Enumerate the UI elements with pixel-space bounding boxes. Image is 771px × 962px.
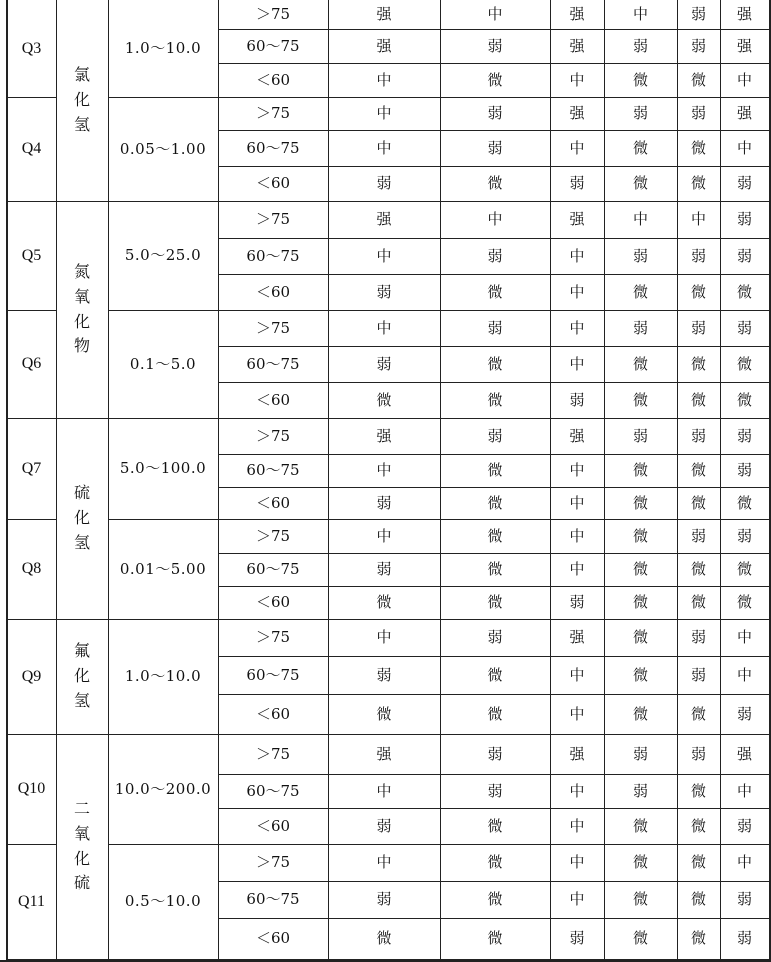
humidity-cell: ＜60: [255, 593, 291, 611]
group-line: [56, 959, 109, 960]
humidity-cell: ＞75: [255, 5, 291, 23]
humidity-cell: 60～75: [246, 560, 300, 578]
corrosion-level-cell: 微: [736, 354, 752, 373]
corrosion-level-cell: 中: [376, 853, 392, 871]
corrosion-level-cell: 微: [376, 929, 392, 947]
corrosion-level-cell: 弱: [690, 628, 706, 646]
corrosion-level-cell: 微: [632, 138, 648, 157]
corrosion-level-cell: 弱: [632, 781, 648, 800]
corrosion-level-cell: 中: [736, 70, 752, 89]
concentration-range-cell: 5.0～25.0: [124, 246, 202, 264]
humidity-cell: ＞75: [255, 744, 291, 763]
corrosion-level-cell: 微: [487, 704, 503, 723]
corrosion-level-cell: 微: [487, 665, 503, 684]
corrosion-level-cell: 弱: [569, 174, 585, 192]
corrosion-level-cell: 强: [569, 628, 585, 646]
corrosion-level-cell: 微: [690, 70, 706, 89]
humidity-cell: ＜60: [255, 282, 291, 301]
corrosion-level-cell: 弱: [569, 929, 585, 947]
humidity-cell: ＜60: [255, 704, 291, 723]
corrosion-level-cell: 微: [690, 138, 706, 157]
gas-name-cell: 氟 化 氢: [73, 641, 90, 710]
corrosion-level-cell: 微: [487, 70, 503, 89]
corrosion-level-cell: 强: [376, 426, 392, 445]
corrosion-level-cell: 强: [736, 36, 752, 55]
corrosion-level-cell: 强: [376, 36, 392, 55]
corrosion-level-cell: 微: [690, 282, 706, 301]
corrosion-level-cell: 中: [569, 816, 585, 835]
corrosion-level-cell: 弱: [632, 36, 648, 55]
column-line: [56, 0, 57, 960]
corrosion-level-cell: 微: [690, 890, 706, 908]
corrosion-level-cell: 微: [376, 704, 392, 723]
corrosion-level-cell: 微: [487, 461, 503, 479]
corrosion-level-cell: 中: [569, 526, 585, 545]
corrosion-level-cell: 弱: [736, 816, 752, 835]
corrosion-level-cell: 微: [690, 853, 706, 871]
corrosion-level-cell: 弱: [487, 138, 503, 157]
corrosion-level-cell: 强: [569, 426, 585, 445]
corrosion-level-cell: 弱: [632, 318, 648, 337]
corrosion-level-cell: 弱: [569, 390, 585, 409]
concentration-range-cell: 10.0～200.0: [114, 779, 212, 798]
corrosion-level-cell: 微: [376, 390, 392, 409]
corrosion-level-cell: 弱: [632, 426, 648, 445]
corrosion-level-cell: 微: [487, 890, 503, 908]
corrosion-level-cell: 微: [690, 390, 706, 409]
corrosion-level-cell: 中: [736, 853, 752, 871]
corrosion-level-cell: 微: [632, 929, 648, 947]
corrosion-level-cell: 弱: [690, 744, 706, 763]
humidity-cell: ＜60: [255, 929, 291, 947]
corrosion-level-cell: 弱: [736, 174, 752, 192]
corrosion-level-cell: 微: [736, 390, 752, 409]
corrosion-level-cell: 中: [376, 70, 392, 89]
humidity-cell: 60～75: [246, 781, 300, 800]
corrosion-level-cell: 弱: [632, 744, 648, 763]
code-cell: Q7: [21, 459, 42, 477]
corrosion-level-cell: 微: [690, 781, 706, 800]
corrosion-level-cell: 弱: [487, 246, 503, 265]
humidity-cell: 60～75: [246, 890, 300, 908]
concentration-range-cell: 1.0～10.0: [124, 39, 202, 57]
corrosion-level-cell: 微: [632, 704, 648, 723]
concentration-range-cell: 5.0～100.0: [119, 459, 207, 477]
corrosion-level-cell: 中: [736, 665, 752, 684]
corrosion-level-cell: 中: [569, 853, 585, 871]
corrosion-level-cell: 中: [569, 560, 585, 578]
column-line: [440, 0, 441, 960]
concentration-range-cell: 0.05～1.00: [119, 139, 207, 158]
corrosion-level-cell: 微: [632, 593, 648, 611]
concentration-range-cell: 0.01～5.00: [119, 559, 207, 578]
humidity-cell: ＞75: [255, 526, 291, 545]
corrosion-level-cell: 微: [487, 929, 503, 947]
column-line: [720, 0, 721, 960]
humidity-cell: 60～75: [246, 138, 300, 157]
corrosion-level-cell: 弱: [690, 104, 706, 122]
corrosion-level-cell: 微: [690, 560, 706, 578]
corrosion-level-cell: 微: [632, 816, 648, 835]
corrosion-level-cell: 弱: [376, 816, 392, 835]
humidity-cell: ＜60: [255, 816, 291, 835]
corrosion-level-cell: 弱: [376, 354, 392, 373]
corrosion-level-cell: 微: [632, 174, 648, 192]
column-line: [604, 0, 605, 960]
corrosion-level-cell: 弱: [487, 426, 503, 445]
corrosion-level-cell: 微: [632, 70, 648, 89]
corrosion-level-cell: 弱: [487, 628, 503, 646]
gas-name-cell: 硫 化 氢: [73, 483, 90, 552]
corrosion-level-cell: 微: [487, 493, 503, 512]
corrosion-level-cell: 中: [376, 781, 392, 800]
humidity-cell: ＞75: [255, 853, 291, 871]
humidity-cell: 60～75: [246, 36, 300, 55]
humidity-cell: ＞75: [255, 426, 291, 445]
corrosion-level-cell: 微: [487, 174, 503, 192]
humidity-cell: ＜60: [255, 390, 291, 409]
humidity-cell: ＞75: [255, 210, 291, 228]
corrosion-level-cell: 强: [376, 5, 392, 23]
corrosion-level-cell: 微: [690, 929, 706, 947]
corrosion-level-cell: 微: [632, 560, 648, 578]
corrosion-level-cell: 微: [376, 593, 392, 611]
corrosion-level-cell: 弱: [690, 426, 706, 445]
corrosion-level-cell: 弱: [376, 174, 392, 192]
corrosion-level-cell: 中: [569, 781, 585, 800]
corrosion-level-cell: 弱: [736, 704, 752, 723]
column-line: [328, 0, 329, 960]
corrosion-level-cell: 中: [736, 628, 752, 646]
corrosion-level-cell: 中: [487, 210, 503, 228]
code-cell: Q3: [21, 39, 42, 57]
subgroup-line: [6, 959, 57, 960]
corrosion-level-cell: 弱: [487, 104, 503, 122]
corrosion-level-cell: 弱: [487, 744, 503, 763]
humidity-cell: 60～75: [246, 461, 300, 479]
column-line: [677, 0, 678, 960]
corrosion-level-cell: 微: [632, 890, 648, 908]
corrosion-level-cell: 微: [736, 282, 752, 301]
corrosion-level-cell: 弱: [736, 461, 752, 479]
corrosion-level-cell: 微: [632, 665, 648, 684]
row-line: [218, 959, 770, 960]
corrosion-level-cell: 弱: [487, 36, 503, 55]
corrosion-level-cell: 微: [736, 493, 752, 512]
corrosion-level-cell: 弱: [376, 890, 392, 908]
column-line: [218, 0, 219, 960]
corrosion-level-cell: 中: [376, 526, 392, 545]
humidity-cell: ＜60: [255, 493, 291, 512]
gas-name-cell: 二 氧 化 硫: [73, 798, 90, 893]
corrosion-level-cell: 中: [690, 210, 706, 228]
column-line: [550, 0, 551, 960]
corrosion-level-cell: 中: [632, 5, 648, 23]
corrosion-level-cell: 弱: [736, 318, 752, 337]
humidity-cell: ＞75: [255, 628, 291, 646]
corrosion-level-cell: 微: [690, 493, 706, 512]
corrosion-level-cell: 微: [632, 354, 648, 373]
corrosion-level-cell: 弱: [690, 318, 706, 337]
corrosion-level-cell: 强: [376, 210, 392, 228]
corrosion-level-cell: 中: [487, 5, 503, 23]
corrosion-level-cell: 弱: [487, 781, 503, 800]
code-cell: Q10: [17, 780, 46, 797]
humidity-cell: 60～75: [246, 665, 300, 684]
corrosion-level-cell: 弱: [736, 526, 752, 545]
code-cell: Q4: [21, 140, 42, 157]
humidity-cell: ＞75: [255, 104, 291, 122]
corrosion-level-cell: 中: [569, 704, 585, 723]
corrosion-level-cell: 中: [376, 318, 392, 337]
corrosion-level-cell: 弱: [690, 526, 706, 545]
corrosion-level-cell: 弱: [690, 665, 706, 684]
corrosion-level-cell: 微: [487, 853, 503, 871]
corrosion-level-cell: 微: [736, 593, 752, 611]
corrosion-level-cell: 中: [376, 628, 392, 646]
corrosion-level-cell: 弱: [736, 246, 752, 265]
corrosion-level-cell: 中: [569, 461, 585, 479]
subgroup-line: [108, 959, 219, 960]
corrosion-level-cell: 中: [569, 318, 585, 337]
corrosion-level-cell: 弱: [736, 929, 752, 947]
humidity-cell: 60～75: [246, 246, 300, 265]
corrosion-level-cell: 微: [632, 853, 648, 871]
corrosion-level-cell: 微: [487, 354, 503, 373]
corrosion-level-cell: 中: [632, 210, 648, 228]
code-cell: Q8: [21, 560, 42, 577]
gas-name-cell: 氯 化 氢: [73, 65, 90, 134]
corrosion-level-cell: 微: [690, 704, 706, 723]
corrosion-level-cell: 弱: [736, 890, 752, 908]
corrosion-level-cell: 强: [569, 36, 585, 55]
concentration-range-cell: 0.1～5.0: [129, 354, 197, 373]
corrosion-level-cell: 微: [690, 174, 706, 192]
corrosion-level-cell: 微: [632, 628, 648, 646]
corrosion-level-cell: 微: [487, 390, 503, 409]
code-cell: Q11: [18, 892, 45, 910]
corrosion-level-cell: 微: [632, 390, 648, 409]
corrosion-level-cell: 弱: [632, 104, 648, 122]
corrosion-level-cell: 微: [690, 354, 706, 373]
corrosion-level-cell: 中: [569, 138, 585, 157]
code-cell: Q6: [21, 355, 42, 372]
corrosion-level-cell: 中: [736, 781, 752, 800]
humidity-cell: ＜60: [255, 70, 291, 89]
humidity-cell: 60～75: [246, 354, 300, 373]
corrosion-level-cell: 强: [569, 210, 585, 228]
corrosion-level-cell: 弱: [690, 36, 706, 55]
corrosion-level-cell: 微: [632, 493, 648, 512]
corrosion-level-cell: 中: [569, 493, 585, 512]
corrosion-level-cell: 微: [736, 560, 752, 578]
corrosion-level-cell: 中: [376, 104, 392, 122]
code-cell: Q9: [21, 667, 42, 685]
corrosion-level-cell: 弱: [487, 318, 503, 337]
humidity-cell: ＞75: [255, 318, 291, 337]
corrosion-level-cell: 强: [736, 104, 752, 122]
corrosion-level-cell: 中: [569, 890, 585, 908]
corrosion-level-cell: 微: [632, 526, 648, 545]
corrosion-level-cell: 弱: [376, 560, 392, 578]
corrosion-level-cell: 强: [569, 5, 585, 23]
corrosion-level-cell: 强: [569, 744, 585, 763]
corrosion-level-cell: 弱: [376, 493, 392, 512]
corrosion-level-cell: 弱: [736, 426, 752, 445]
corrosion-level-cell: 中: [569, 246, 585, 265]
humidity-cell: ＜60: [255, 174, 291, 192]
gas-name-cell: 氮 氧 化 物: [73, 261, 90, 356]
concentration-range-cell: 1.0～10.0: [124, 667, 202, 685]
corrosion-level-cell: 微: [632, 461, 648, 479]
corrosion-level-cell: 中: [569, 354, 585, 373]
corrosion-level-cell: 强: [376, 744, 392, 763]
corrosion-level-cell: 弱: [376, 282, 392, 301]
corrosion-level-cell: 中: [736, 138, 752, 157]
corrosion-level-cell: 微: [487, 816, 503, 835]
code-cell: Q5: [21, 246, 42, 264]
corrosion-level-cell: 微: [487, 282, 503, 301]
corrosion-level-cell: 强: [736, 744, 752, 763]
corrosion-level-cell: 微: [487, 560, 503, 578]
corrosion-level-cell: 强: [569, 104, 585, 122]
corrosion-level-cell: 弱: [690, 246, 706, 265]
corrosion-level-cell: 微: [690, 816, 706, 835]
corrosion-level-cell: 微: [487, 526, 503, 545]
corrosion-level-cell: 中: [376, 138, 392, 157]
corrosion-level-cell: 中: [376, 246, 392, 265]
corrosion-level-cell: 微: [690, 461, 706, 479]
corrosion-level-cell: 弱: [690, 5, 706, 23]
corrosion-level-cell: 中: [376, 461, 392, 479]
corrosion-level-cell: 强: [736, 5, 752, 23]
corrosion-level-cell: 中: [569, 70, 585, 89]
corrosion-level-cell: 微: [487, 593, 503, 611]
corrosion-level-cell: 中: [569, 665, 585, 684]
corrosion-level-cell: 弱: [376, 665, 392, 684]
concentration-range-cell: 0.5～10.0: [124, 892, 202, 910]
corrosion-level-cell: 弱: [569, 593, 585, 611]
corrosion-level-cell: 弱: [632, 246, 648, 265]
corrosion-level-cell: 微: [690, 593, 706, 611]
column-line: [108, 0, 109, 960]
corrosion-level-cell: 微: [632, 282, 648, 301]
corrosion-level-cell: 中: [569, 282, 585, 301]
corrosion-level-cell: 弱: [736, 210, 752, 228]
